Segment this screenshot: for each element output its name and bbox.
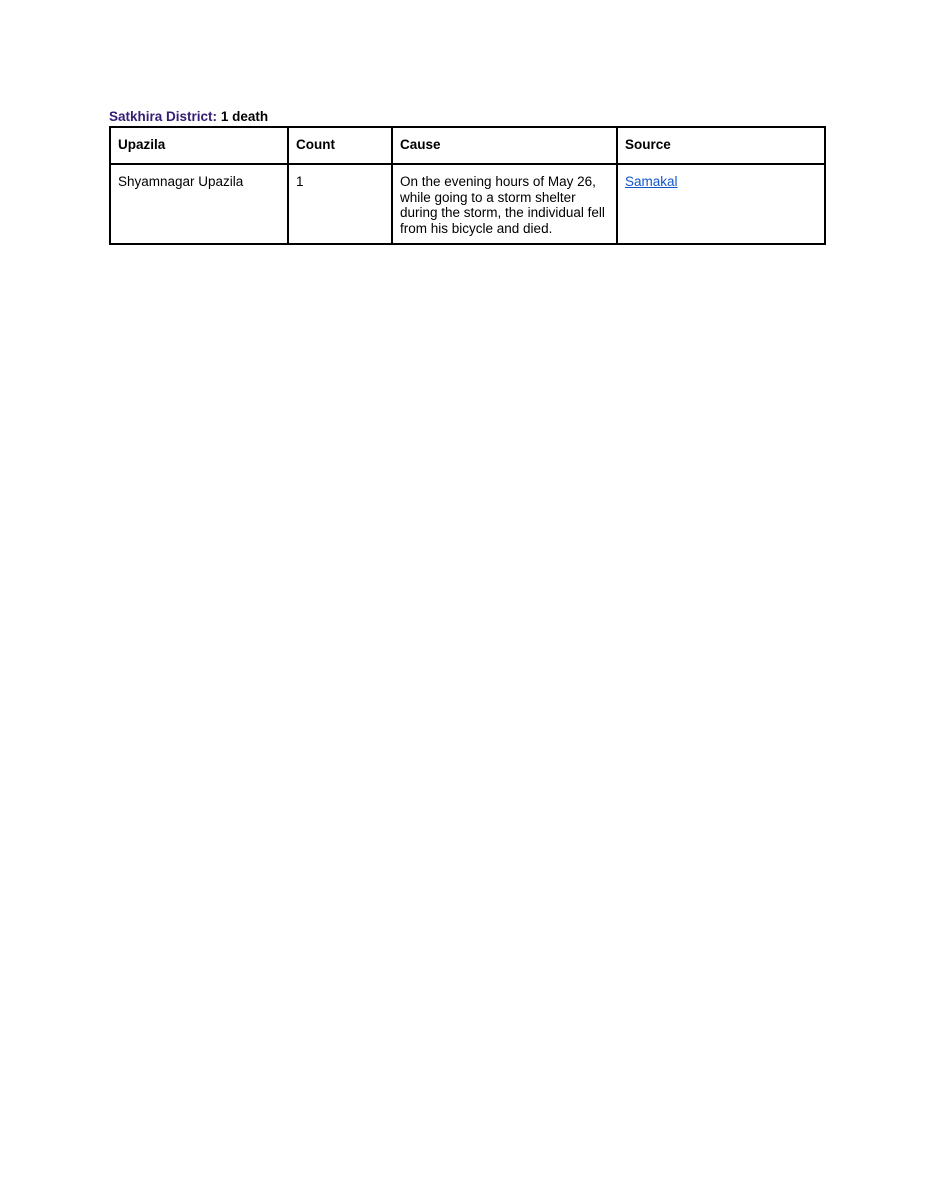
section-heading [109,109,268,125]
cell-cause: On the evening hours of May 26, while going to a storm shelter during the storm, the individual fell from his bicycle and died. [392,164,617,244]
table-header-row [110,127,825,164]
death-count-summary: 1 death [220,109,269,124]
header-source: Source [617,127,825,164]
cell-upazila: Shyamnagar Upazila [110,164,288,244]
cell-source [617,164,825,244]
header-cause: Cause [392,127,617,164]
cell-count: 1 [288,164,392,244]
header-count: Count [288,127,392,164]
table-row [110,164,825,244]
deaths-table [109,126,826,245]
header-upazila: Upazila [110,127,288,164]
source-link[interactable]: Samakal [625,174,678,189]
district-name: Satkhira District: [109,109,218,124]
